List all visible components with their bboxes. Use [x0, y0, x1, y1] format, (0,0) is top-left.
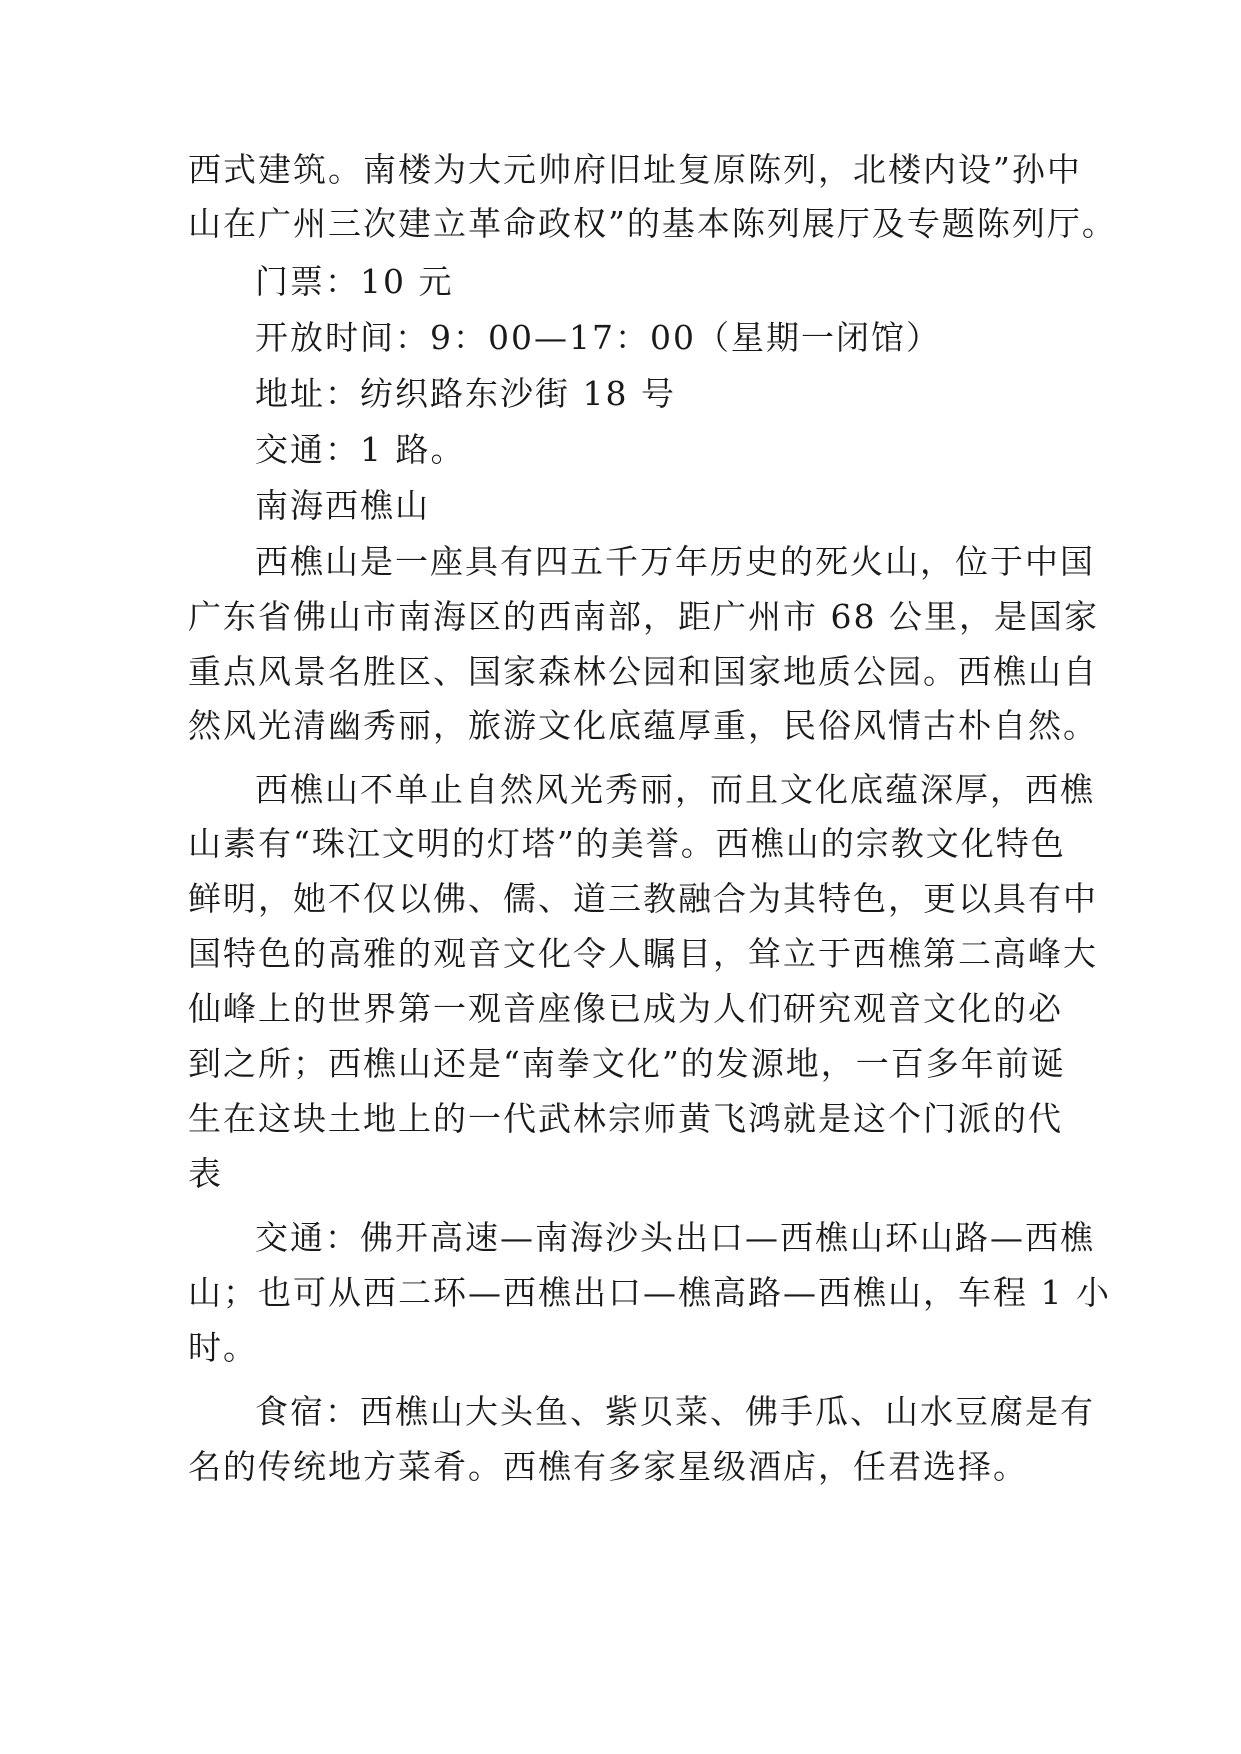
text-line: 重点风景名胜区、国家森林公园和国家地质公园。西樵山自 [188, 652, 1098, 691]
text-line: 生在这块土地上的一代武林宗师黄飞鸿就是这个门派的代 [188, 1099, 1063, 1138]
text-line: 广东省佛山市南海区的西南部，距广州市 68 公里，是国家 [188, 597, 1099, 636]
text-line: 国特色的高雅的观音文化令人瞩目，耸立于西樵第二高峰大 [188, 934, 1098, 973]
text-line: 然风光清幽秀丽，旅游文化底蕴厚重，民俗风情古朴自然。 [188, 706, 1098, 745]
address-line: 地址：纺织路东沙街 18 号 [255, 374, 676, 413]
text-line: 交通：佛开高速—南海沙头出口—西樵山环山路—西樵 [255, 1218, 1095, 1257]
text-line: 山在广州三次建立革命政权”的基本陈列展厅及专题陈列厅。 [188, 204, 1117, 243]
ticket-line: 门票：10 元 [255, 262, 454, 301]
text-line: 山；也可从西二环—西樵出口—樵高路—西樵山，车程 1 小 [188, 1273, 1111, 1312]
text-line: 西式建筑。南楼为大元帅府旧址复原陈列，北楼内设”孙中 [188, 150, 1082, 189]
opening-hours-line: 开放时间：9：00—17：00（星期一闭馆） [255, 318, 941, 357]
text-line: 名的传统地方菜肴。西樵有多家星级酒店，任君选择。 [188, 1447, 1028, 1486]
text-line: 鲜明，她不仅以佛、儒、道三教融合为其特色，更以具有中 [188, 879, 1098, 918]
text-line: 时。 [188, 1328, 258, 1367]
text-line: 山素有“珠江文明的灯塔”的美誉。西樵山的宗教文化特色 [188, 824, 1066, 863]
text-line: 西樵山是一座具有四五千万年历史的死火山，位于中国 [255, 542, 1095, 581]
transport-line: 交通：1 路。 [255, 430, 466, 469]
text-line: 食宿：西樵山大头鱼、紫贝菜、佛手瓜、山水豆腐是有 [255, 1392, 1095, 1431]
text-line: 到之所；西樵山还是“南拳文化”的发源地，一百多年前诞 [188, 1044, 1066, 1083]
text-line: 仙峰上的世界第一观音座像已成为人们研究观音文化的必 [188, 989, 1063, 1028]
text-line: 表 [188, 1154, 223, 1193]
text-line: 西樵山不单止自然风光秀丽，而且文化底蕴深厚，西樵 [255, 770, 1095, 809]
section-heading: 南海西樵山 [255, 486, 430, 525]
